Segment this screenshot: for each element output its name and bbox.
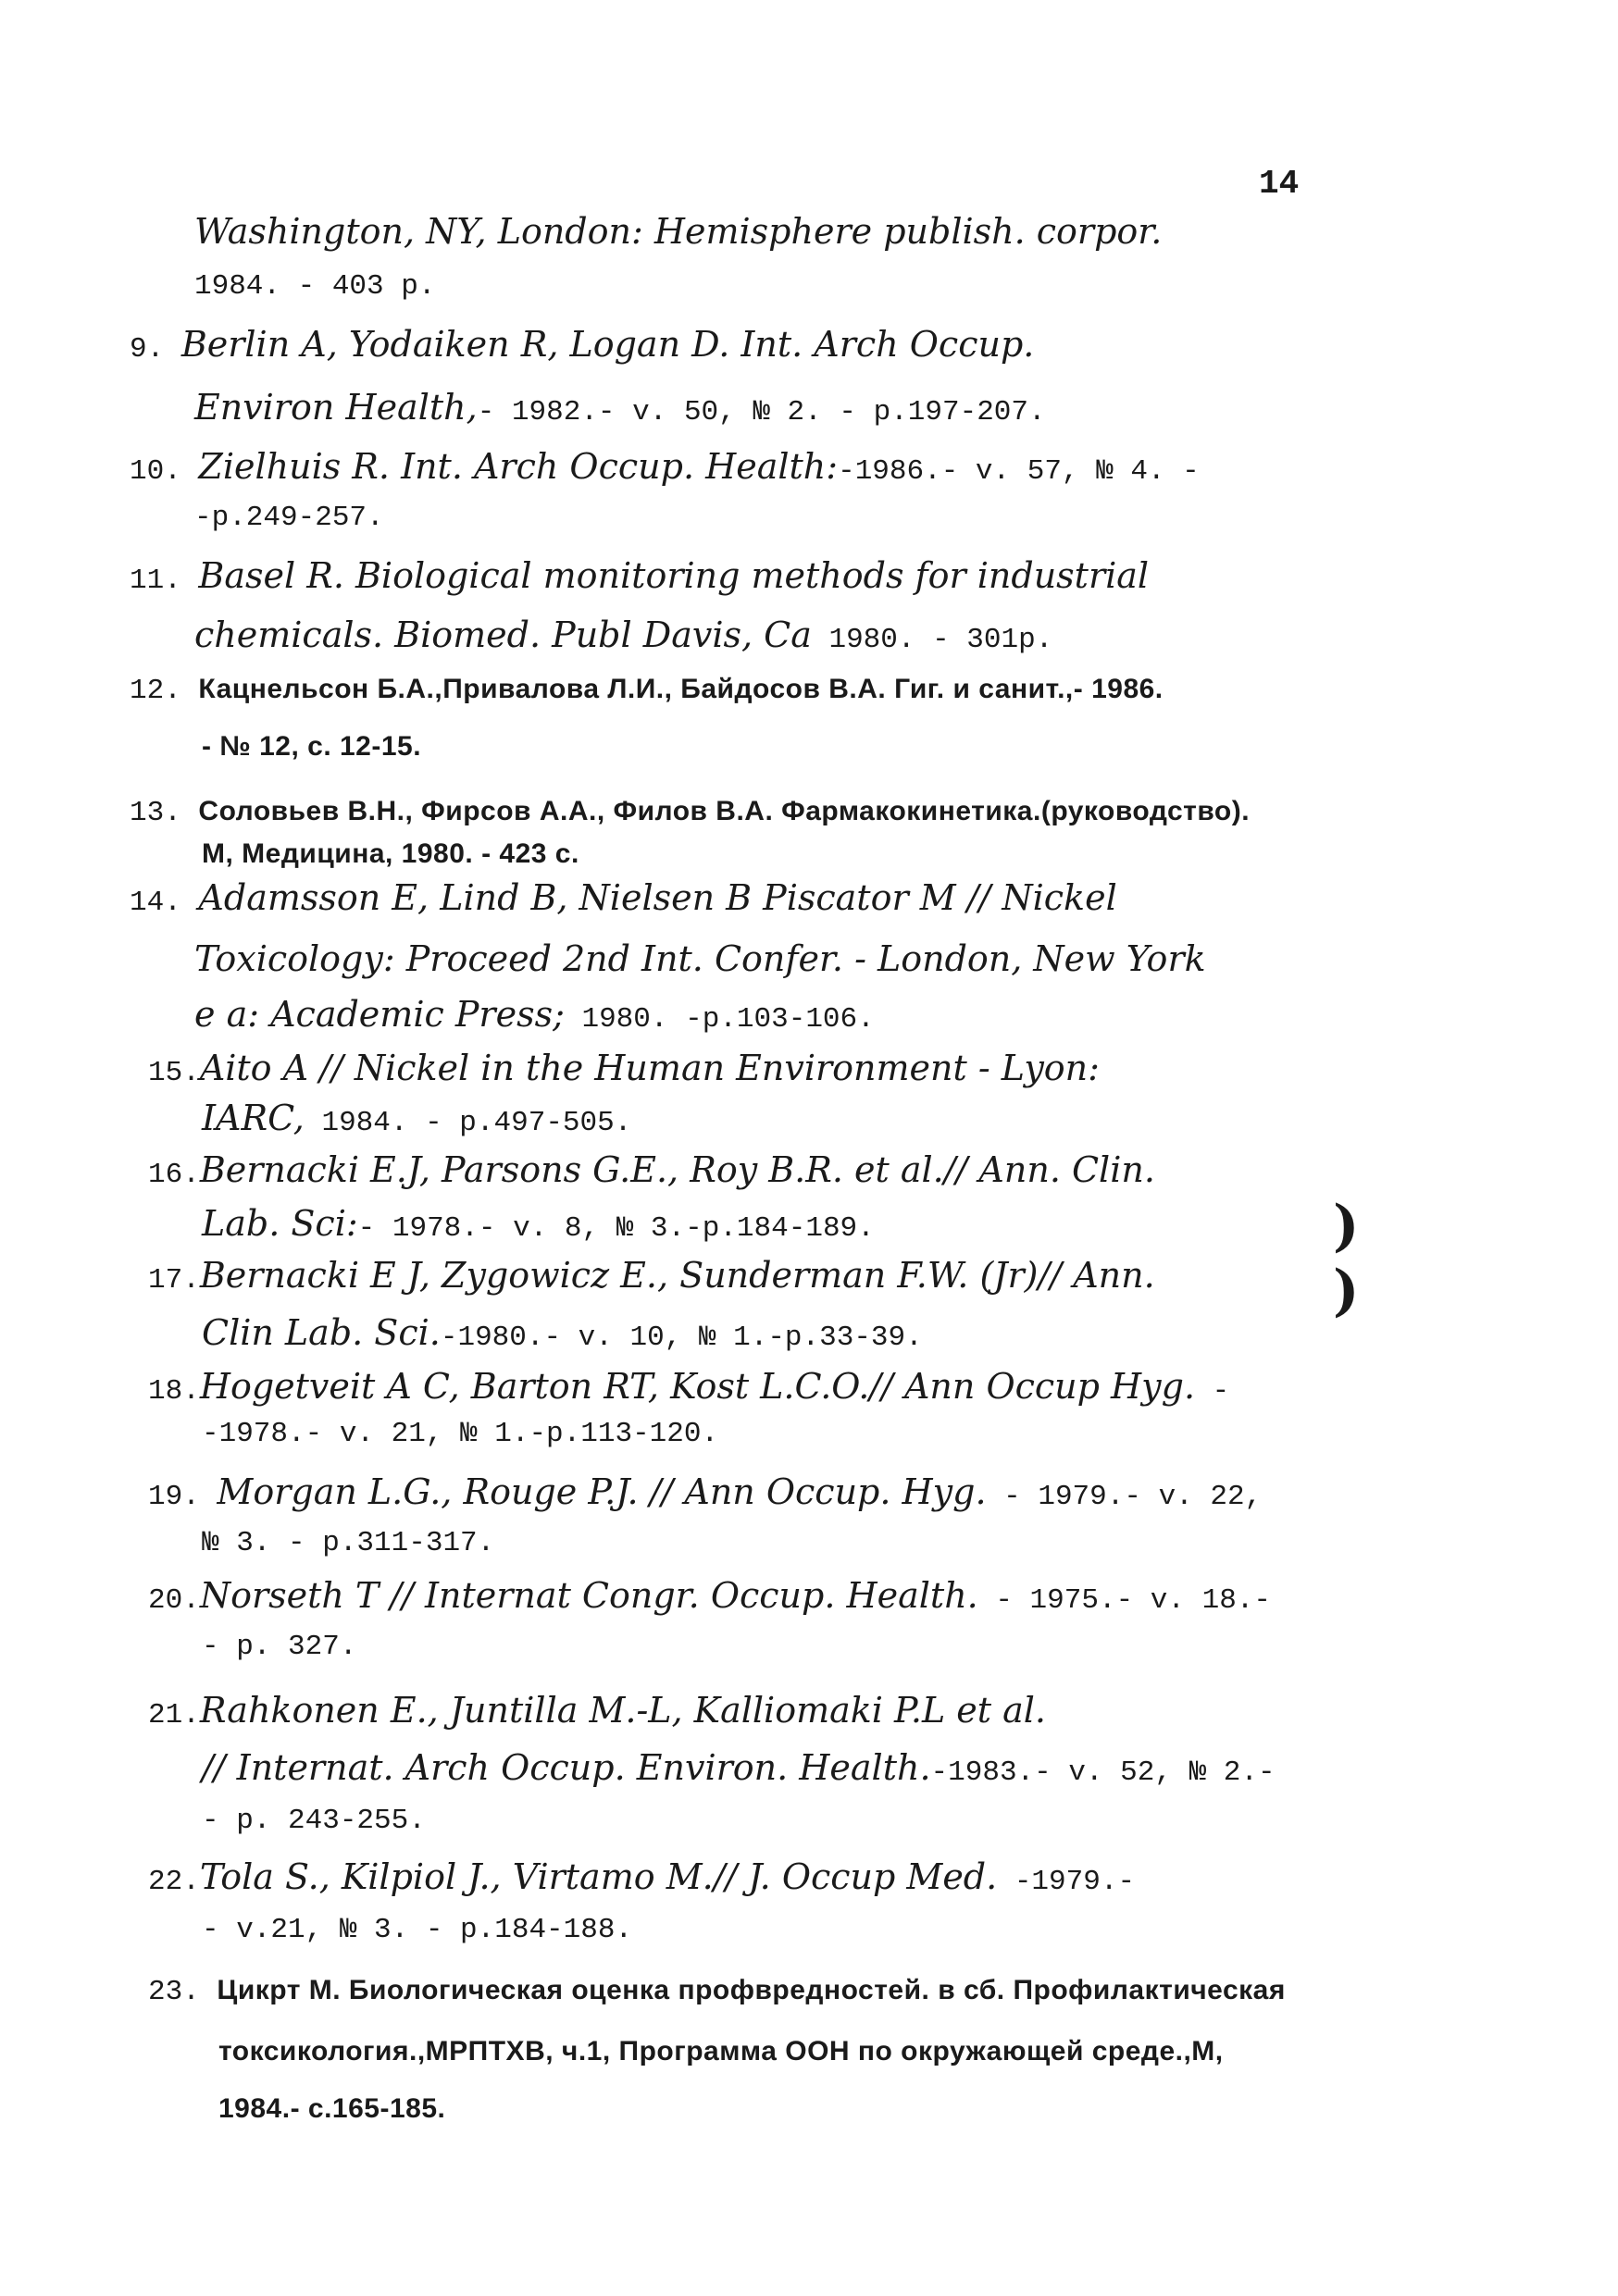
handwritten-text: Zielhuis R. Int. Arch Occup. Health:	[198, 446, 839, 487]
handwritten-text: Bernacki E.J, Parsons G.E., Roy B.R. et al.// Ann. Clin.	[199, 1149, 1155, 1190]
reference-number: 10.	[130, 455, 199, 488]
reference-line	[148, 1149, 1155, 1191]
typed-text: 1984.- с.165-185.	[218, 2093, 446, 2124]
handwritten-text: Norseth T // Internat Congr. Occup. Health.	[199, 1575, 978, 1616]
reference-line	[194, 938, 1206, 980]
handwritten-text: Toxicology: Proceed 2nd Int. Confer. - London, New York	[194, 938, 1206, 979]
typed-text: 1980. - 301p.	[811, 624, 1053, 656]
reference-line	[194, 270, 435, 303]
reference-line	[202, 1098, 631, 1139]
reference-line	[202, 1914, 632, 1946]
handwritten-text: chemicals. Biomed. Publ Davis, Ca	[194, 614, 812, 655]
reference-line	[130, 674, 1164, 707]
reference-line	[194, 387, 1046, 428]
handwritten-text: IARC,	[202, 1098, 305, 1138]
bracket-mark: )	[1333, 1259, 1360, 1323]
reference-line	[148, 1366, 1229, 1408]
typed-text: - v.21, № 3. - p.184-188.	[202, 1914, 633, 1946]
reference-line	[148, 1856, 1135, 1898]
reference-number: 16.	[148, 1159, 200, 1191]
reference-number: 9.	[130, 333, 181, 366]
handwritten-text: Lab. Sci:	[202, 1203, 358, 1244]
typed-text: Цикрт М. Биологическая оценка профвредностей. в сб. Профилактическая	[217, 1975, 1286, 2005]
reference-line	[194, 211, 1162, 253]
typed-text: Соловьев В.Н., Фирсов А.А., Филов В.А. Фармакокинетика.(руководство).	[198, 796, 1251, 826]
typed-text: -1978.- v. 21, № 1.-p.113-120.	[202, 1418, 719, 1450]
reference-line	[130, 796, 1250, 829]
bracket-mark: )	[1333, 1194, 1360, 1259]
handwritten-text: Aito A // Nickel in the Human Environment - Lyon:	[199, 1048, 1100, 1088]
handwritten-text: Environ Health,	[194, 387, 478, 428]
reference-line	[202, 1203, 875, 1245]
reference-number: 22.	[148, 1866, 200, 1898]
typed-text: -1986.- v. 57, № 4. -	[838, 455, 1200, 488]
reference-line	[202, 1805, 426, 1837]
reference-number: 15.	[148, 1057, 200, 1089]
handwritten-text: Washington, NY, London: Hemisphere publish. corpor.	[194, 211, 1163, 252]
typed-text: - p. 327.	[202, 1631, 357, 1663]
typed-text: -1979.-	[997, 1866, 1136, 1898]
typed-text: - 1978.- v. 8, № 3.-p.184-189.	[357, 1212, 875, 1245]
typed-text: -	[1195, 1375, 1230, 1408]
reference-number: 12.	[130, 675, 199, 707]
reference-line	[130, 324, 1034, 366]
reference-number: 13.	[130, 797, 199, 829]
reference-line	[202, 1527, 494, 1559]
reference-line	[194, 994, 875, 1036]
reference-line	[148, 1471, 1262, 1513]
typed-text: - № 12, с. 12-15.	[202, 731, 422, 762]
typed-text: 1980. -p.103-106.	[564, 1003, 875, 1036]
reference-number: 23.	[148, 1976, 218, 2008]
reference-number: 20.	[148, 1584, 200, 1617]
typed-text: М, Медицина, 1980. - 423 с.	[202, 838, 579, 869]
reference-line	[148, 1255, 1155, 1297]
reference-line	[202, 731, 421, 764]
reference-line	[130, 877, 1117, 919]
handwritten-text: Morgan L.G., Rouge P.J. // Ann Occup. Hyg.	[217, 1471, 987, 1512]
handwritten-text: e a: Academic Press;	[194, 994, 565, 1035]
reference-line	[202, 838, 579, 872]
typed-text: Кацнельсон Б.А.,Привалова Л.И., Байдосов В.А. Гиг. и санит.,- 1986.	[198, 674, 1164, 704]
handwritten-text: Rahkonen E., Juntilla M.-L, Kalliomaki P.L et al.	[199, 1690, 1047, 1731]
reference-line	[194, 614, 1052, 656]
typed-text: № 3. - p.311-317.	[202, 1527, 495, 1559]
typed-text: 1984. - p.497-505.	[304, 1107, 632, 1139]
handwritten-text: Bernacki E J, Zygowicz E., Sunderman F.W. (Jr)// Ann.	[199, 1255, 1155, 1296]
typed-text: - 1979.- v. 22,	[986, 1481, 1263, 1513]
reference-line	[202, 1418, 718, 1450]
handwritten-text: Basel R. Biological monitoring methods for industrial	[198, 555, 1150, 596]
handwritten-text: Adamsson E, Lind B, Nielsen B Piscator M // Nickel	[198, 877, 1117, 918]
reference-line	[218, 2036, 1224, 2069]
typed-text: -1980.- v. 10, № 1.-p.33-39.	[440, 1322, 923, 1354]
reference-line	[148, 1975, 1286, 2008]
handwritten-text: Berlin A, Yodaiken R, Logan D. Int. Arch Occup.	[180, 324, 1035, 365]
reference-number: 19.	[148, 1481, 218, 1513]
handwritten-text: // Internat. Arch Occup. Environ. Health.	[202, 1747, 931, 1788]
reference-line	[194, 502, 384, 534]
handwritten-text: Tola S., Kilpiol J., Virtamo M.// J. Occup Med.	[199, 1856, 998, 1897]
reference-line	[148, 1690, 1046, 1731]
typed-text: - 1975.- v. 18.-	[977, 1584, 1272, 1617]
typed-text: - p. 243-255.	[202, 1805, 426, 1837]
reference-line	[130, 446, 1200, 488]
reference-number: 14.	[130, 887, 199, 919]
typed-text: -p.249-257.	[194, 502, 384, 534]
reference-number: 17.	[148, 1264, 200, 1297]
reference-number: 21.	[148, 1699, 200, 1731]
reference-line	[202, 1747, 1276, 1789]
reference-line	[202, 1631, 356, 1663]
reference-line	[218, 2093, 445, 2127]
typed-text: -1983.- v. 52, № 2.-	[930, 1756, 1276, 1789]
page-number: 14	[1259, 165, 1300, 203]
reference-number: 18.	[148, 1375, 200, 1408]
typed-text: - 1982.- v. 50, № 2. - p.197-207.	[477, 396, 1046, 428]
reference-line	[130, 555, 1149, 597]
handwritten-text: Hogetveit A C, Barton RT, Kost L.C.O.// Ann Occup Hyg.	[199, 1366, 1196, 1407]
typed-text: 1984. - 403 p.	[194, 270, 436, 303]
reference-line	[148, 1048, 1100, 1089]
reference-line	[148, 1575, 1271, 1617]
reference-number: 11.	[130, 565, 199, 597]
reference-line	[202, 1312, 923, 1354]
handwritten-text: Clin Lab. Sci.	[202, 1312, 441, 1353]
typed-text: токсикология.,МРПТХВ, ч.1, Программа ООН по окружающей среде.,М,	[218, 2036, 1224, 2066]
